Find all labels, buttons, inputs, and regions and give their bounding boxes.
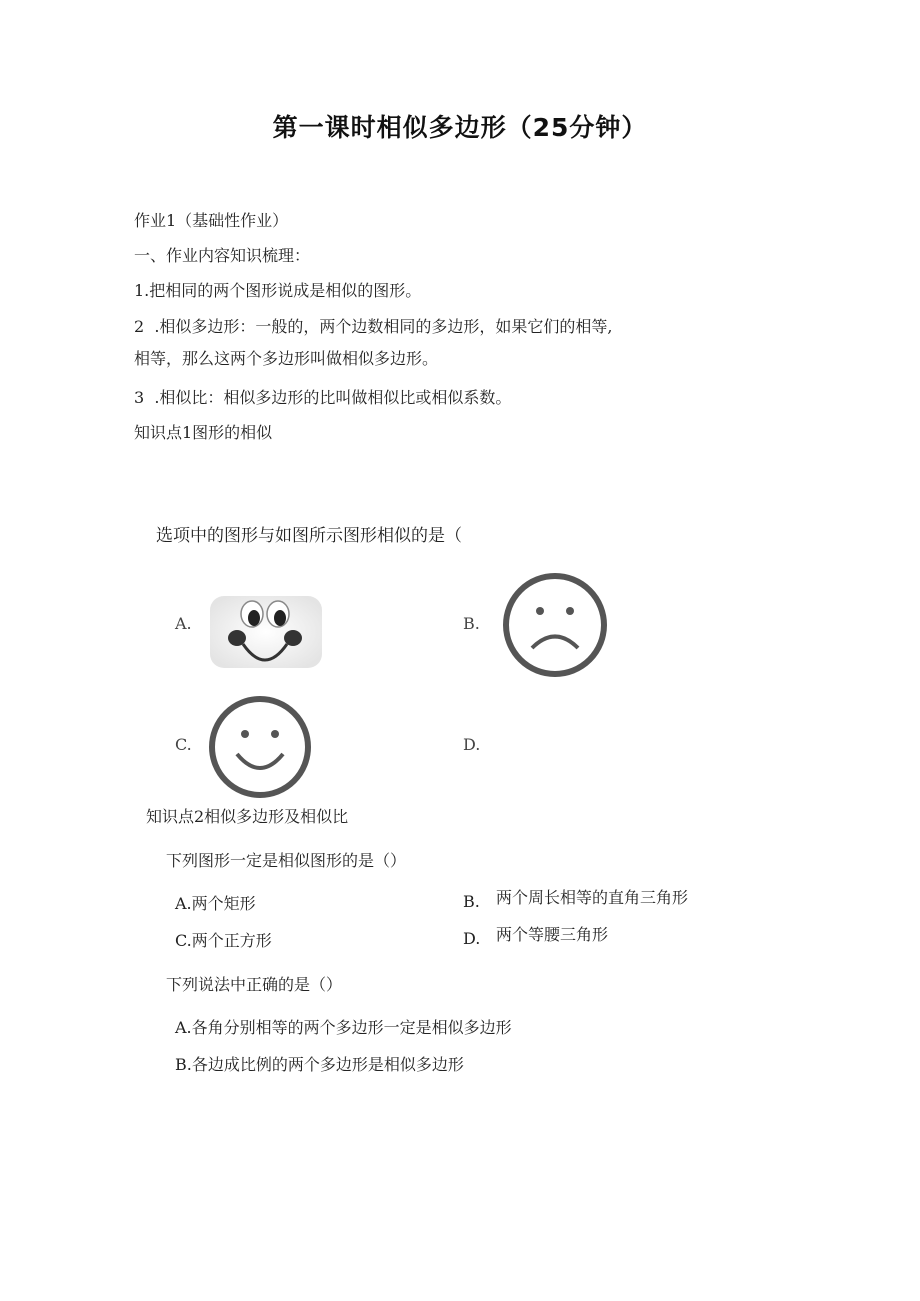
cartoon-smiley-face-icon [210, 596, 322, 668]
q2-option-d-label: D. [463, 929, 481, 948]
option-d-label: D. [463, 735, 481, 754]
sad-face-icon [500, 570, 610, 680]
q2-option-b: 两个周长相等的直角三角形 [496, 888, 689, 907]
option-a-label: A. [175, 614, 192, 633]
option-b-label: B. [463, 614, 480, 633]
point-3: 3 .相似比：相似多边形的比叫做相似比或相似系数。 [134, 388, 512, 407]
q3-option-a: A.各角分别相等的两个多边形一定是相似多边形 [175, 1018, 512, 1037]
point-2-line-1: 2 .相似多边形：一般的，两个边数相同的多边形，如果它们的相等, [134, 317, 613, 336]
question-2-stem: 下列图形一定是相似图形的是（） [166, 851, 407, 870]
q2-option-c: C.两个正方形 [175, 931, 272, 950]
section-heading: 一、作业内容知识梳理： [134, 246, 311, 265]
option-c-figure [207, 694, 313, 800]
q2-option-d: 两个等腰三角形 [496, 925, 609, 944]
knowledge-point-1: 知识点1图形的相似 [134, 423, 273, 442]
point-2-line-2: 相等，那么这两个多边形叫做相似多边形。 [134, 349, 439, 368]
q3-option-b: B.各边成比例的两个多边形是相似多边形 [175, 1055, 464, 1074]
option-b-figure [500, 570, 610, 680]
knowledge-point-2: 知识点2相似多边形及相似比 [146, 807, 349, 826]
option-a-figure [210, 596, 322, 668]
q2-option-a: A.两个矩形 [175, 894, 256, 913]
page-title: 第一课时相似多边形（25分钟） [272, 113, 648, 142]
homework-header: 作业1（基础性作业） [134, 211, 289, 230]
option-c-label: C. [175, 735, 192, 754]
smiley-face-icon [207, 694, 313, 800]
question-1-stem: 选项中的图形与如图所示图形相似的是（ [156, 526, 462, 546]
point-1: 1.把相同的两个图形说成是相似的图形。 [134, 281, 422, 300]
question-3-stem: 下列说法中正确的是（） [166, 975, 343, 994]
q2-option-b-label: B. [463, 892, 480, 911]
